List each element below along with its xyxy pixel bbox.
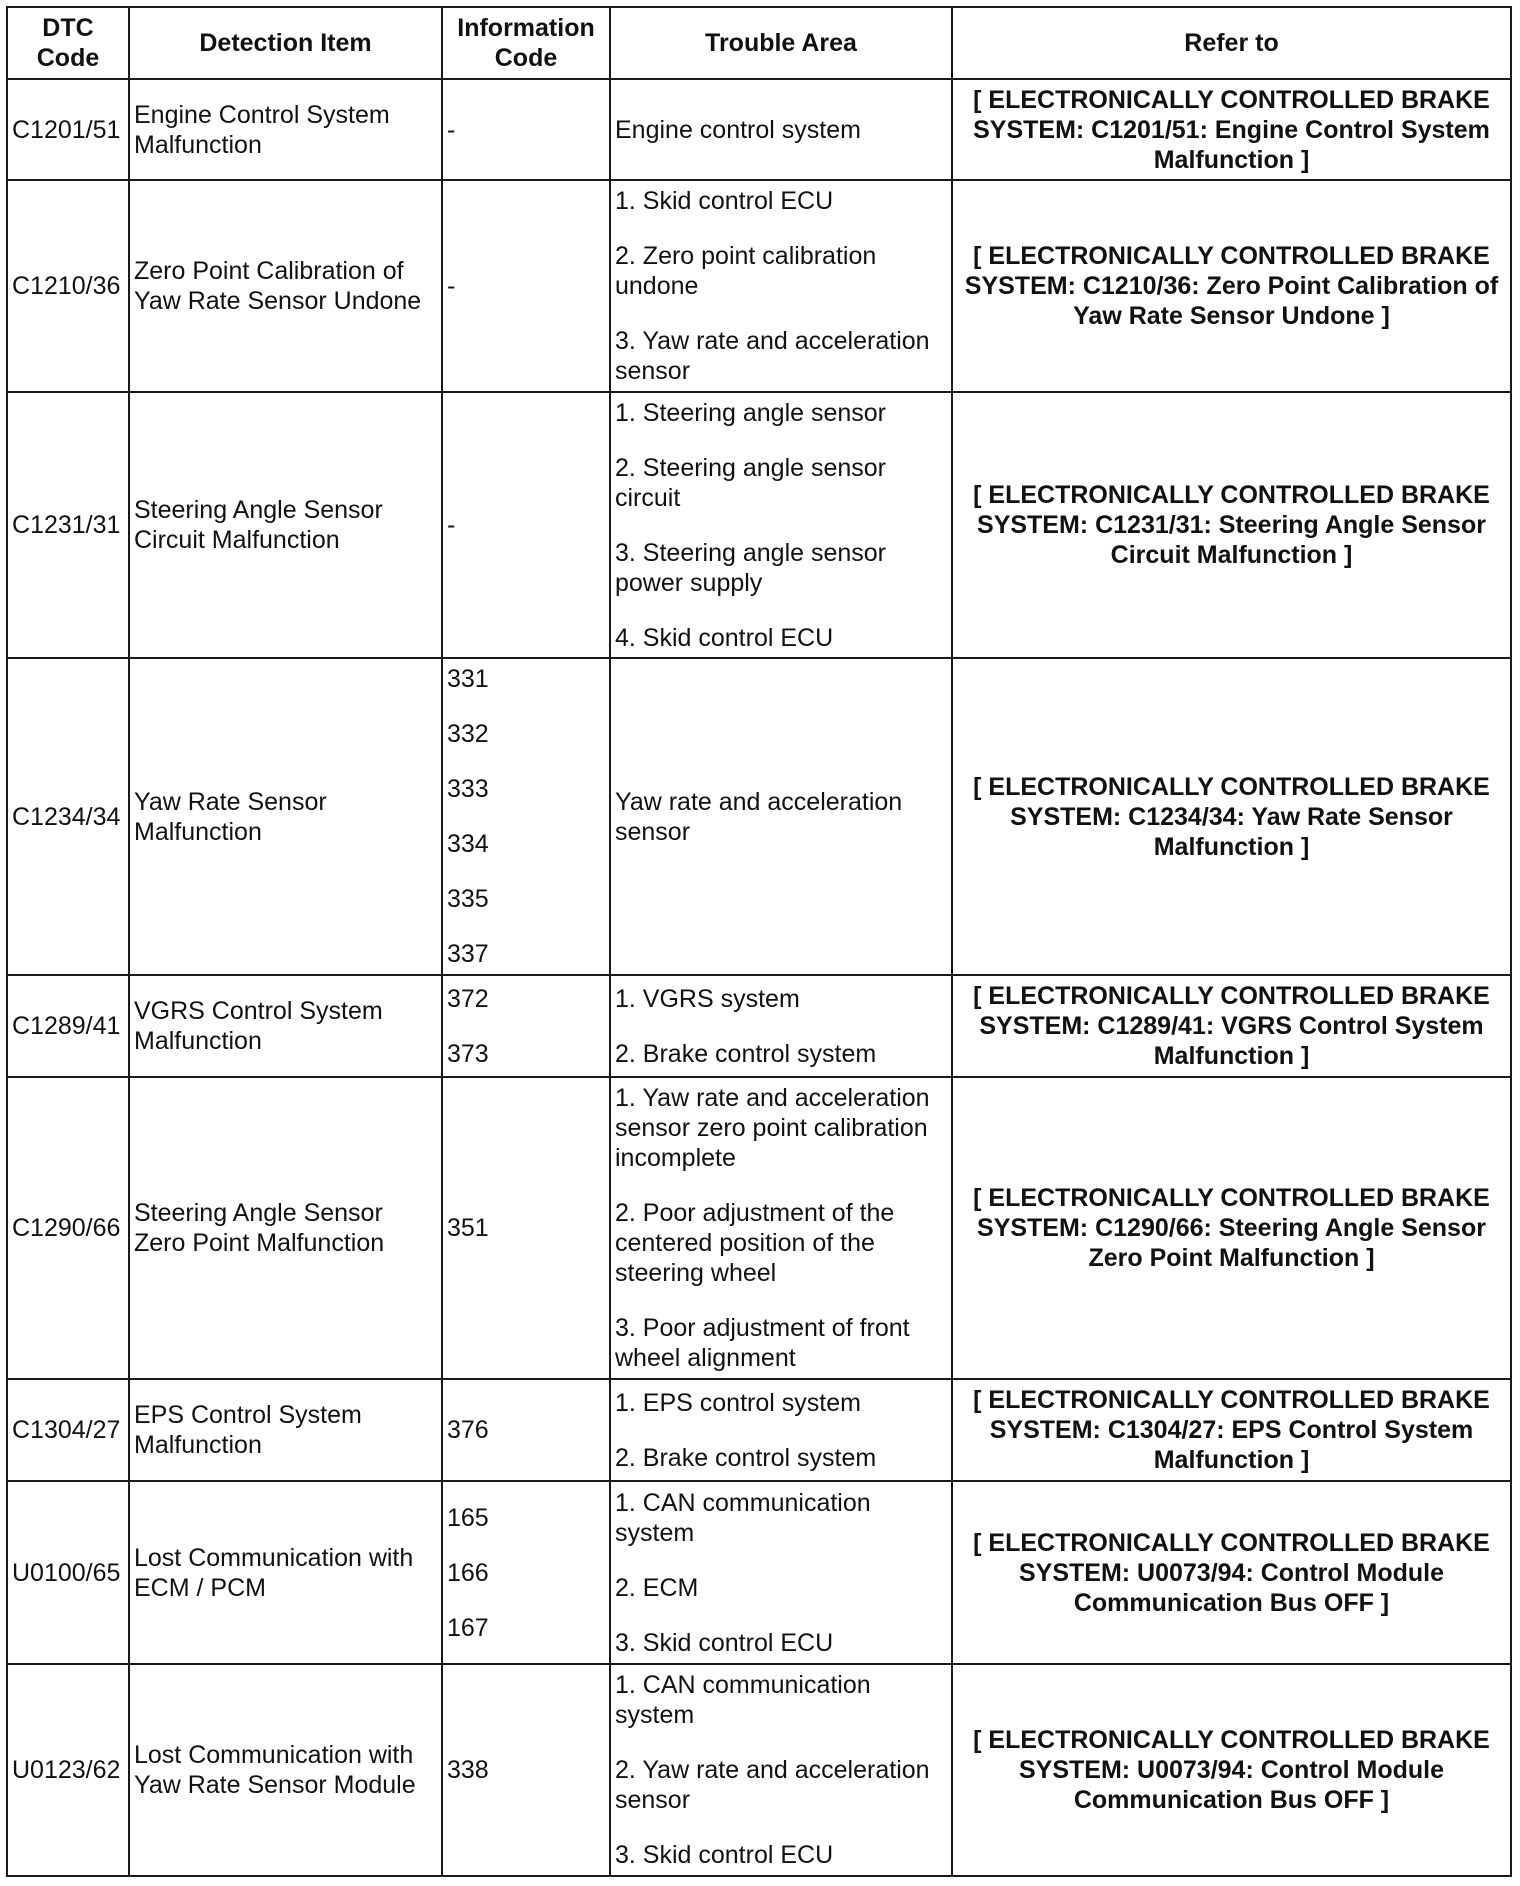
information-code-value: 334: [447, 830, 489, 858]
trouble-area-item: 1. Skid control ECU: [615, 187, 834, 215]
trouble-area-item: 2. Brake control system: [615, 1443, 877, 1472]
information-code-value: 351: [447, 1214, 489, 1242]
trouble-area-item: 4. Skid control ECU: [615, 623, 834, 652]
trouble-area-item: 1. EPS control system: [615, 1388, 861, 1417]
information-code-value: 331: [447, 665, 489, 693]
table-row: [7, 1379, 1511, 1481]
trouble-area-item: 3. Skid control ECU: [615, 1628, 834, 1657]
information-code-value: -: [447, 272, 456, 300]
dtc-code-cell: C1234/34: [7, 658, 129, 975]
refer-to-link[interactable]: [ ELECTRONICALLY CONTROLLED BRAKE SYSTEM: C1210/36: Zero Point Calibration of Yaw Rate Sensor Undone ]: [952, 180, 1511, 392]
information-code-value: 337: [447, 940, 489, 968]
information-code-value: 376: [447, 1416, 489, 1444]
dtc-code-cell: C1289/41: [7, 975, 129, 1077]
information-code-cell: [442, 1077, 610, 1379]
information-code-cell: [442, 658, 610, 975]
refer-to-link[interactable]: [ ELECTRONICALLY CONTROLLED BRAKE SYSTEM: C1231/31: Steering Angle Sensor Circuit Malfunction ]: [952, 392, 1511, 658]
dtc-code-cell: C1290/66: [7, 1077, 129, 1379]
information-code-value: 373: [447, 1039, 489, 1068]
refer-to-link[interactable]: [ ELECTRONICALLY CONTROLLED BRAKE SYSTEM: U0073/94: Control Module Communication Bus OFF ]: [952, 1664, 1511, 1876]
information-code-cell: [442, 1379, 610, 1481]
trouble-area-item: Yaw rate and acceleration sensor: [615, 787, 903, 846]
information-code-cell: [442, 1664, 610, 1876]
information-code-value: 333: [447, 775, 489, 803]
information-code-value: 372: [447, 984, 489, 1013]
trouble-area-cell: [610, 392, 952, 658]
dtc-code-cell: C1231/31: [7, 392, 129, 658]
detection-item-cell: Lost Communication with Yaw Rate Sensor Module: [129, 1664, 442, 1876]
information-code-cell: [442, 79, 610, 180]
trouble-area-cell: [610, 1481, 952, 1664]
trouble-area-cell: [610, 1379, 952, 1481]
table-row: [7, 1664, 1511, 1876]
dtc-table: [6, 6, 1512, 1877]
refer-to-link[interactable]: [ ELECTRONICALLY CONTROLLED BRAKE SYSTEM: C1234/34: Yaw Rate Sensor Malfunction ]: [952, 658, 1511, 975]
refer-to-link[interactable]: [ ELECTRONICALLY CONTROLLED BRAKE SYSTEM: C1290/66: Steering Angle Sensor Zero Point Malfunction ]: [952, 1077, 1511, 1379]
trouble-area-item: 1. CAN communication system: [615, 1671, 871, 1729]
trouble-area-item: Engine control system: [615, 115, 861, 144]
trouble-area-item: 2. Poor adjustment of the centered position of the steering wheel: [615, 1199, 895, 1287]
information-code-value: 166: [447, 1558, 489, 1587]
trouble-area-cell: [610, 1077, 952, 1379]
detection-item-cell: Steering Angle Sensor Circuit Malfunction: [129, 392, 442, 658]
trouble-area-item: 3. Poor adjustment of front wheel alignment: [615, 1314, 910, 1372]
refer-to-link[interactable]: [ ELECTRONICALLY CONTROLLED BRAKE SYSTEM: C1201/51: Engine Control System Malfunction ]: [952, 79, 1511, 180]
table-row: [7, 392, 1511, 658]
information-code-cell: [442, 975, 610, 1077]
trouble-area-cell: [610, 180, 952, 392]
header-trouble-area: Trouble Area: [610, 7, 952, 79]
trouble-area-item: 3. Steering angle sensor power supply: [615, 538, 887, 597]
information-code-cell: [442, 1481, 610, 1664]
trouble-area-item: 1. VGRS system: [615, 984, 800, 1013]
detection-item-cell: Yaw Rate Sensor Malfunction: [129, 658, 442, 975]
dtc-code-cell: C1210/36: [7, 180, 129, 392]
trouble-area-cell: [610, 975, 952, 1077]
header-refer-to: Refer to: [952, 7, 1511, 79]
header-row: [7, 7, 1511, 79]
dtc-code-cell: U0123/62: [7, 1664, 129, 1876]
detection-item-cell: EPS Control System Malfunction: [129, 1379, 442, 1481]
information-code-cell: [442, 180, 610, 392]
trouble-area-cell: [610, 658, 952, 975]
information-code-value: 165: [447, 1503, 489, 1532]
header-information-code: Information Code: [442, 7, 610, 79]
trouble-area-cell: [610, 79, 952, 180]
refer-to-link[interactable]: [ ELECTRONICALLY CONTROLLED BRAKE SYSTEM: U0073/94: Control Module Communication Bus OFF ]: [952, 1481, 1511, 1664]
information-code-value: -: [447, 115, 456, 144]
table-row: [7, 180, 1511, 392]
detection-item-cell: Zero Point Calibration of Yaw Rate Sensor Undone: [129, 180, 442, 392]
trouble-area-item: 3. Skid control ECU: [615, 1841, 834, 1869]
dtc-code-cell: C1201/51: [7, 79, 129, 180]
trouble-area-item: 1. Steering angle sensor: [615, 398, 887, 427]
trouble-area-item: 1. CAN communication system: [615, 1488, 871, 1547]
detection-item-cell: VGRS Control System Malfunction: [129, 975, 442, 1077]
table-row: [7, 79, 1511, 180]
detection-item-cell: Engine Control System Malfunction: [129, 79, 442, 180]
table-row: [7, 975, 1511, 1077]
dtc-code-cell: U0100/65: [7, 1481, 129, 1664]
information-code-value: -: [447, 511, 456, 539]
trouble-area-item: 2. Steering angle sensor circuit: [615, 453, 887, 512]
table-row: [7, 1077, 1511, 1379]
table-body: [7, 79, 1511, 1876]
trouble-area-cell: [610, 1664, 952, 1876]
information-code-value: 338: [447, 1756, 489, 1784]
information-code-value: 335: [447, 885, 489, 913]
trouble-area-item: 2. Zero point calibration undone: [615, 242, 877, 300]
header-detection-item: Detection Item: [129, 7, 442, 79]
dtc-code-cell: C1304/27: [7, 1379, 129, 1481]
detection-item-cell: Steering Angle Sensor Zero Point Malfunction: [129, 1077, 442, 1379]
trouble-area-item: 2. Yaw rate and acceleration sensor: [615, 1756, 930, 1814]
table-row: [7, 1481, 1511, 1664]
trouble-area-item: 3. Yaw rate and acceleration sensor: [615, 327, 930, 385]
header-dtc-code: DTC Code: [7, 7, 129, 79]
trouble-area-item: 1. Yaw rate and acceleration sensor zero point calibration incomplete: [615, 1084, 930, 1172]
refer-to-link[interactable]: [ ELECTRONICALLY CONTROLLED BRAKE SYSTEM: C1304/27: EPS Control System Malfunction ]: [952, 1379, 1511, 1481]
table-row: [7, 658, 1511, 975]
refer-to-link[interactable]: [ ELECTRONICALLY CONTROLLED BRAKE SYSTEM: C1289/41: VGRS Control System Malfunction ]: [952, 975, 1511, 1077]
trouble-area-item: 2. Brake control system: [615, 1039, 877, 1068]
detection-item-cell: Lost Communication with ECM / PCM: [129, 1481, 442, 1664]
information-code-cell: [442, 392, 610, 658]
trouble-area-item: 2. ECM: [615, 1573, 699, 1602]
information-code-value: 167: [447, 1613, 489, 1642]
information-code-value: 332: [447, 720, 489, 748]
